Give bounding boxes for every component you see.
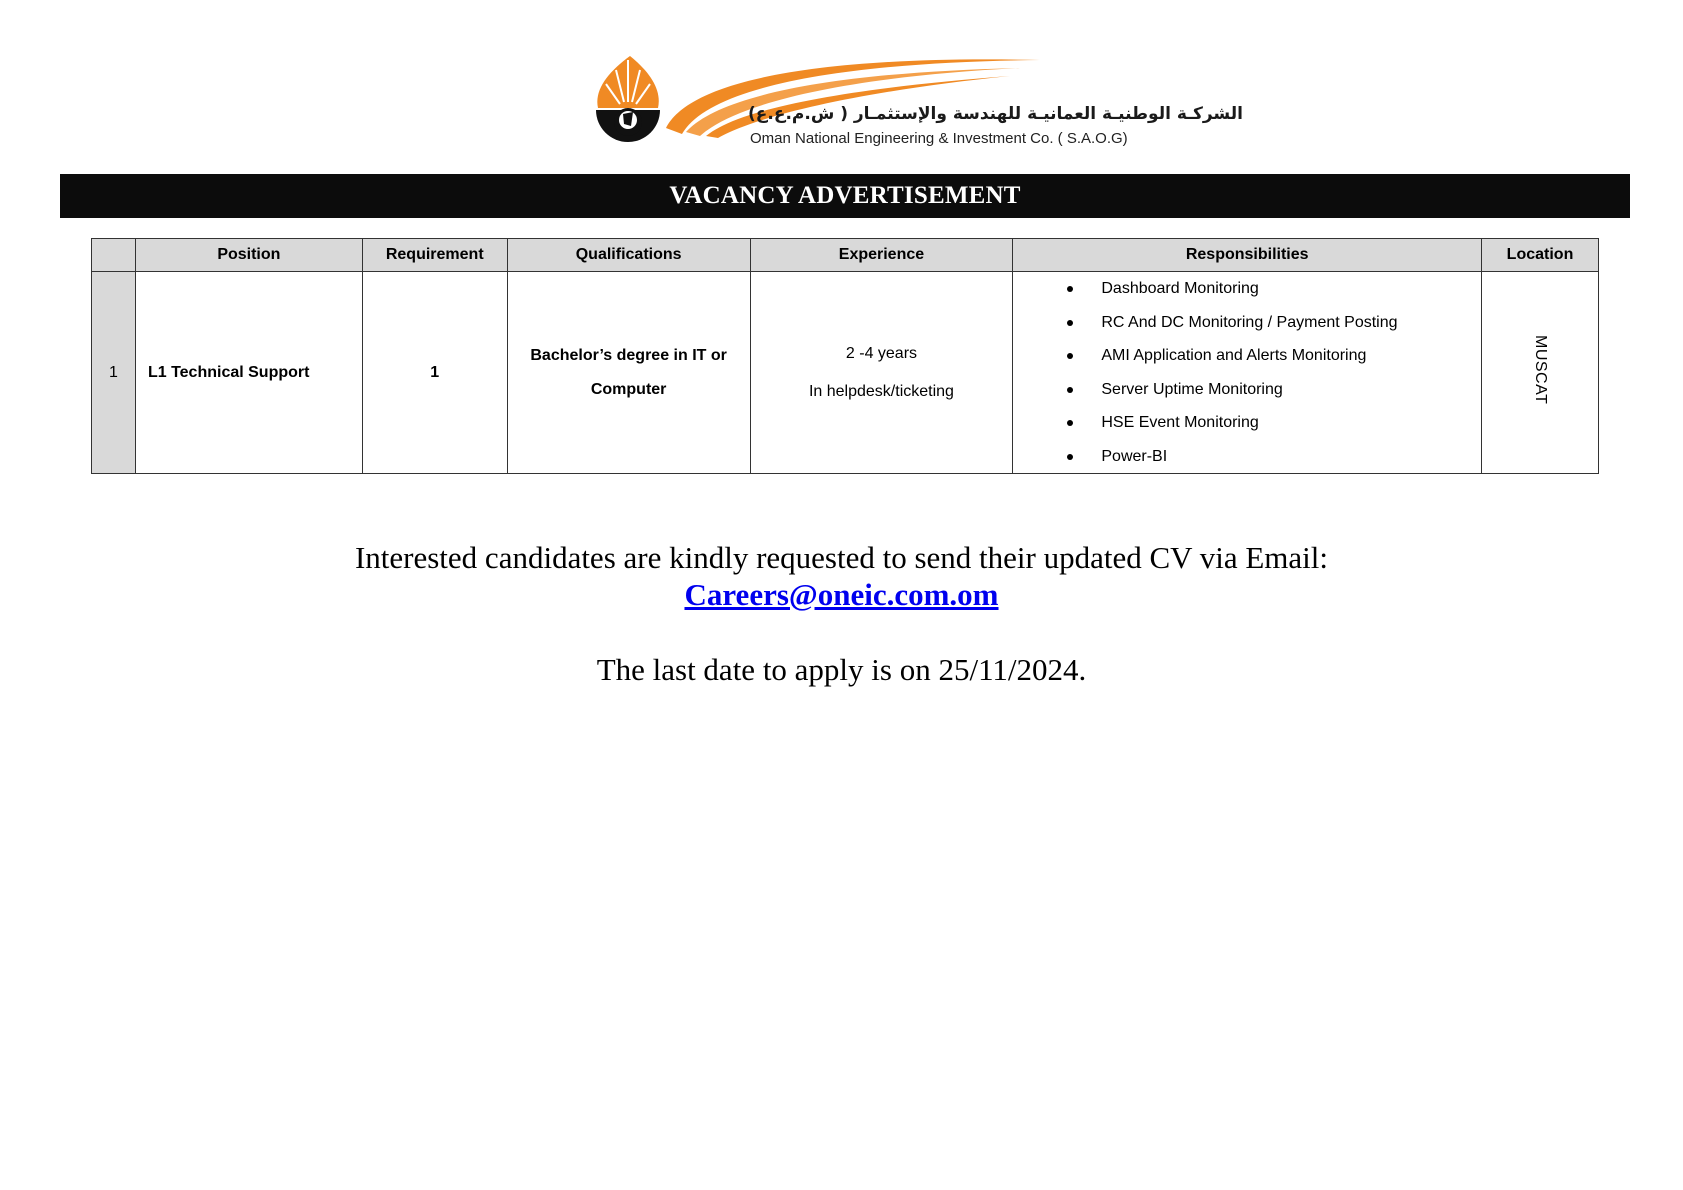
list-item: RC And DC Monitoring / Payment Posting — [1101, 306, 1481, 340]
list-item: AMI Application and Alerts Monitoring — [1101, 339, 1481, 373]
responsibilities-cell — [1013, 272, 1482, 474]
application-deadline: The last date to apply is on 25/11/2024. — [596, 652, 1087, 687]
qualification-line-1: Bachelor’s degree in IT or — [530, 346, 727, 364]
header-location: Location — [1482, 239, 1599, 272]
application-instructions: Interested candidates are kindly requested to send their updated CV via Email: — [354, 540, 1329, 575]
row-number: 1 — [92, 272, 136, 474]
list-item: Power-BI — [1101, 440, 1481, 474]
header-experience: Experience — [750, 239, 1013, 272]
vacancy-banner: VACANCY ADVERTISEMENT — [60, 174, 1630, 218]
list-item: Server Uptime Monitoring — [1101, 373, 1481, 407]
responsibilities-list — [1013, 272, 1481, 473]
experience-line-2: In helpdesk/ticketing — [808, 382, 954, 400]
experience-line-1: 2 -4 years — [845, 344, 918, 362]
location-cell — [1482, 272, 1599, 474]
list-item: Dashboard Monitoring — [1101, 272, 1481, 306]
company-logo — [590, 50, 1243, 160]
careers-email-text[interactable]: Careers@oneic.com.om — [684, 577, 999, 612]
location-text: MUSCAT — [1532, 335, 1549, 405]
logo-english-name: Oman National Engineering & Investment Co. ( S.A.O.G) — [750, 130, 1128, 147]
table-header-row — [92, 239, 1599, 272]
logo-arabic-name: الشركـة الوطنيـة العمانيـة للهندسة والإستثمـار ( ش.م.ع.ع) — [748, 104, 1243, 124]
vacancy-table — [91, 238, 1599, 474]
header-position: Position — [135, 239, 362, 272]
header-requirement: Requirement — [362, 239, 507, 272]
header-number — [92, 239, 136, 272]
requirement-cell: 1 — [362, 272, 507, 474]
qualifications-cell — [507, 272, 750, 474]
header-responsibilities: Responsibilities — [1013, 239, 1482, 272]
position-cell: L1 Technical Support — [135, 272, 362, 474]
experience-cell — [750, 272, 1013, 474]
careers-email-link[interactable] — [0, 577, 1683, 613]
header-qualifications: Qualifications — [507, 239, 750, 272]
qualification-line-2: Computer — [590, 380, 667, 398]
list-item: HSE Event Monitoring — [1101, 406, 1481, 440]
table-row — [92, 272, 1599, 474]
